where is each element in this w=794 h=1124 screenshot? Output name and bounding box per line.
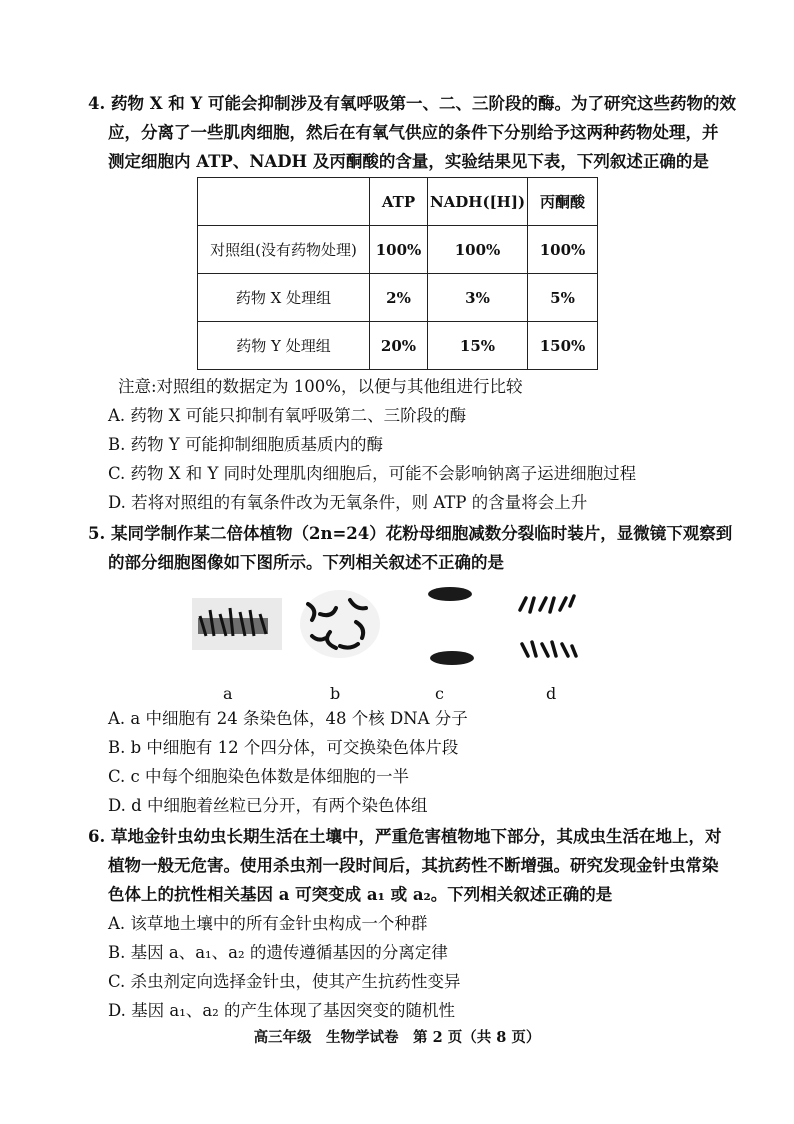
q4-option-d: D. 若将对照组的有氧条件改为无氧条件，则 ATP 的含量将会上升 xyxy=(108,493,588,512)
table-row xyxy=(198,226,598,274)
cell-image-b xyxy=(300,590,380,658)
table-header-row xyxy=(198,178,598,226)
results-table xyxy=(197,177,598,370)
q6-stem-line-1: 6. 草地金针虫幼虫长期生活在土壤中，严重危害植物地下部分，其成虫生活在地上，对 xyxy=(88,827,722,846)
table-header-cell: 丙酮酸 xyxy=(528,178,598,226)
q5-option-a: A. a 中细胞有 24 条染色体，48 个核 DNA 分子 xyxy=(108,709,468,728)
table-cell: 药物 X 处理组 xyxy=(198,274,370,322)
table-cell: 150% xyxy=(528,322,598,370)
q4-stem-line-1: 4. 药物 X 和 Y 可能会抑制涉及有氧呼吸第一、二、三阶段的酶。为了研究这些药物的效 xyxy=(88,94,737,113)
table-cell: 20% xyxy=(370,322,428,370)
table-row xyxy=(198,322,598,370)
table-cell: 2% xyxy=(370,274,428,322)
q4-option-b: B. 药物 Y 可能抑制细胞质基质内的酶 xyxy=(108,435,383,454)
figure-label-c: c xyxy=(435,684,444,703)
q5-option-d: D. d 中细胞着丝粒已分开，有两个染色体组 xyxy=(108,796,428,815)
table-cell: 5% xyxy=(528,274,598,322)
q6-stem-line-2: 植物一般无危害。使用杀虫剂一段时间后，其抗药性不断增强。研究发现金针虫常染 xyxy=(108,856,719,875)
q4-option-c: C. 药物 X 和 Y 同时处理肌肉细胞后，可能不会影响钠离子运进细胞过程 xyxy=(108,464,637,483)
table-cell: 药物 Y 处理组 xyxy=(198,322,370,370)
page-footer: 高三年级 生物学试卷 第 2 页（共 8 页） xyxy=(253,1029,541,1046)
q6-stem-line-3: 色体上的抗性相关基因 a 可突变成 a₁ 或 a₂。下列相关叙述正确的是 xyxy=(108,885,613,904)
table-note: 注意:对照组的数据定为 100%，以便与其他组进行比较 xyxy=(118,377,523,396)
q5-stem-line-1: 5. 某同学制作某二倍体植物（2n=24）花粉母细胞减数分裂临时装片，显微镜下观察到 xyxy=(88,524,733,543)
table-cell: 100% xyxy=(428,226,528,274)
q5-option-c: C. c 中每个细胞染色体数是体细胞的一半 xyxy=(108,767,410,786)
table-header-cell xyxy=(198,178,370,226)
table-row xyxy=(198,274,598,322)
table-cell: 15% xyxy=(428,322,528,370)
q4-stem-line-3: 测定细胞内 ATP、NADH 及丙酮酸的含量，实验结果见下表，下列叙述正确的是 xyxy=(108,152,709,171)
cell-image-c xyxy=(428,587,474,665)
q6-option-c: C. 杀虫剂定向选择金针虫，使其产生抗药性变异 xyxy=(108,972,461,991)
table-header-cell: ATP xyxy=(370,178,428,226)
table-cell: 3% xyxy=(428,274,528,322)
q6-option-d: D. 基因 a₁、a₂ 的产生体现了基因突变的随机性 xyxy=(108,1001,456,1020)
table-cell: 对照组(没有药物处理) xyxy=(198,226,370,274)
q4-stem-line-2: 应，分离了一些肌肉细胞，然后在有氧气供应的条件下分别给予这两种药物处理，并 xyxy=(108,123,719,142)
meiosis-cell-images xyxy=(180,580,610,670)
table-cell: 100% xyxy=(528,226,598,274)
table-cell: 100% xyxy=(370,226,428,274)
table-header-cell: NADH([H]) xyxy=(428,178,528,226)
q4-option-a: A. 药物 X 可能只抑制有氧呼吸第二、三阶段的酶 xyxy=(108,406,467,425)
figure-label-b: b xyxy=(330,684,341,703)
q5-stem-line-2: 的部分细胞图像如下图所示。下列相关叙述不正确的是 xyxy=(108,553,504,572)
cell-image-a xyxy=(192,598,282,650)
q6-option-a: A. 该草地土壤中的所有金针虫构成一个种群 xyxy=(108,914,428,933)
figure-label-d: d xyxy=(546,684,557,703)
q6-option-b: B. 基因 a、a₁、a₂ 的遗传遵循基因的分离定律 xyxy=(108,943,448,962)
figure-label-a: a xyxy=(223,684,233,703)
q5-option-b: B. b 中细胞有 12 个四分体，可交换染色体片段 xyxy=(108,738,459,757)
cell-image-d xyxy=(520,596,576,656)
